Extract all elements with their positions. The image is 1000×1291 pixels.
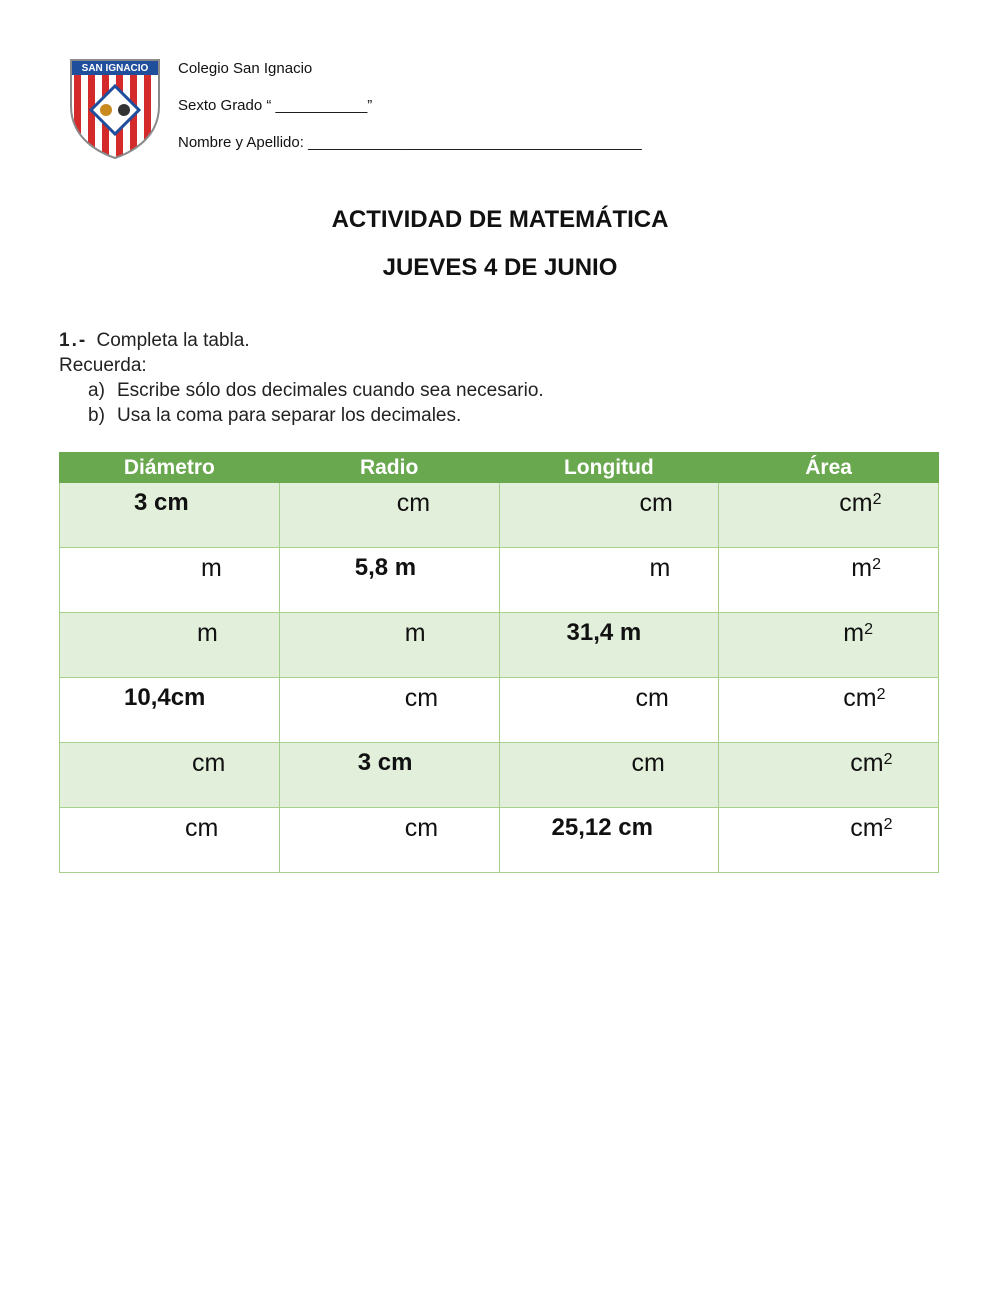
cell-text: cm xyxy=(639,489,673,517)
cell-text: 5,8 m xyxy=(354,554,417,581)
table-cell[interactable] xyxy=(279,548,499,613)
task-text: Completa la tabla. xyxy=(96,330,250,351)
given-value xyxy=(552,814,653,842)
table-cell[interactable] xyxy=(60,613,280,678)
unit-exponent: 2 xyxy=(872,556,881,573)
cell-text: m xyxy=(843,619,865,647)
table-cell[interactable] xyxy=(279,678,499,743)
cell-text: m xyxy=(851,554,873,582)
unit-label xyxy=(850,814,892,843)
cell-text: 3 cm xyxy=(134,489,189,516)
unit-label xyxy=(843,684,885,713)
cell-text: cm xyxy=(192,749,226,777)
unit-label xyxy=(192,749,225,778)
header-radio: Radio xyxy=(279,453,499,483)
unit-exponent: 2 xyxy=(864,621,873,638)
unit-exponent: 2 xyxy=(876,686,886,703)
unit-label xyxy=(850,749,892,778)
table-cell[interactable] xyxy=(279,808,499,873)
unit-label xyxy=(843,619,873,648)
table-row xyxy=(60,808,939,873)
instruction-item-a: a) Escribe sólo dos decimales cuando sea necesario. xyxy=(88,380,544,401)
cell-text: 3 cm xyxy=(357,749,413,776)
unit-label xyxy=(839,489,881,518)
table-cell[interactable] xyxy=(499,743,719,808)
unit-label xyxy=(405,619,426,648)
unit-label xyxy=(405,684,438,713)
cell-text: cm xyxy=(185,814,219,842)
table-cell[interactable] xyxy=(499,548,719,613)
cell-text: cm xyxy=(404,684,439,712)
unit-exponent: 2 xyxy=(872,491,882,508)
given-value xyxy=(567,619,642,647)
table-cell[interactable] xyxy=(60,678,280,743)
table-cell[interactable] xyxy=(499,613,719,678)
unit-label xyxy=(201,554,222,583)
cell-text: m xyxy=(404,619,426,647)
table-cell[interactable] xyxy=(60,743,280,808)
unit-label xyxy=(851,554,881,583)
table-row xyxy=(60,678,939,743)
table-cell[interactable] xyxy=(499,808,719,873)
unit-label xyxy=(405,814,438,843)
task-number: 1.- xyxy=(59,330,88,351)
header-info xyxy=(178,58,642,169)
cell-text: cm xyxy=(631,749,665,777)
school-name: Colegio San Ignacio xyxy=(178,60,313,77)
header-area: Área xyxy=(719,453,939,483)
cell-text: m xyxy=(201,554,222,582)
table-cell[interactable] xyxy=(499,678,719,743)
table-cell[interactable] xyxy=(60,808,280,873)
table-row xyxy=(60,483,939,548)
cell-text: 10,4cm xyxy=(124,684,206,711)
table-cell[interactable] xyxy=(279,483,499,548)
table-cell[interactable] xyxy=(719,483,939,548)
cell-text: cm xyxy=(839,489,873,517)
instruction-item-b: b) Usa la coma para separar los decimales. xyxy=(88,405,462,426)
cell-text: cm xyxy=(404,814,439,842)
unit-label xyxy=(185,814,218,843)
given-value xyxy=(134,489,189,517)
table-cell[interactable] xyxy=(60,548,280,613)
table-cell[interactable] xyxy=(279,743,499,808)
table-row xyxy=(60,743,939,808)
cell-text: cm xyxy=(396,489,431,517)
unit-exponent: 2 xyxy=(883,751,893,768)
unit-label xyxy=(197,619,218,648)
given-value xyxy=(124,684,205,712)
unit-exponent: 2 xyxy=(883,816,893,833)
unit-label xyxy=(650,554,671,583)
given-value xyxy=(355,554,416,582)
table-cell[interactable] xyxy=(719,613,939,678)
table-cell[interactable] xyxy=(499,483,719,548)
table-row xyxy=(60,613,939,678)
table-cell[interactable] xyxy=(719,678,939,743)
table-header-row xyxy=(60,453,939,483)
table-cell[interactable] xyxy=(719,548,939,613)
cell-text: cm xyxy=(850,814,884,842)
given-value xyxy=(358,749,413,777)
header-diametro: Diámetro xyxy=(60,453,280,483)
grade-line: Sexto Grado “ ___________” xyxy=(178,97,373,114)
cell-text: cm xyxy=(850,749,884,777)
cell-text: cm xyxy=(635,684,669,712)
table-cell[interactable] xyxy=(719,743,939,808)
cell-text: 31,4 m xyxy=(566,619,642,646)
table-cell[interactable] xyxy=(60,483,280,548)
name-line: Nombre y Apellido: ________________________________________ xyxy=(178,134,642,151)
cell-text: cm xyxy=(843,684,877,712)
cell-text: m xyxy=(649,554,671,582)
task-line xyxy=(59,328,544,353)
page-title: ACTIVIDAD DE MATEMÁTICA xyxy=(331,206,669,233)
page-date: JUEVES 4 DE JUNIO xyxy=(382,254,618,281)
table-row xyxy=(60,548,939,613)
unit-label xyxy=(640,489,673,518)
circle-measures-table xyxy=(59,452,939,873)
cell-text: m xyxy=(197,619,218,647)
unit-label xyxy=(397,489,430,518)
table-cell[interactable] xyxy=(279,613,499,678)
unit-label xyxy=(636,684,669,713)
unit-label xyxy=(632,749,665,778)
cell-text: 25,12 cm xyxy=(551,814,653,841)
school-crest-logo xyxy=(68,58,162,160)
svg-text:SAN IGNACIO: SAN IGNACIO xyxy=(81,63,149,74)
remember-label: Recuerda: xyxy=(59,355,147,376)
table-cell[interactable] xyxy=(719,808,939,873)
header-longitud: Longitud xyxy=(499,453,719,483)
instructions xyxy=(59,328,544,428)
